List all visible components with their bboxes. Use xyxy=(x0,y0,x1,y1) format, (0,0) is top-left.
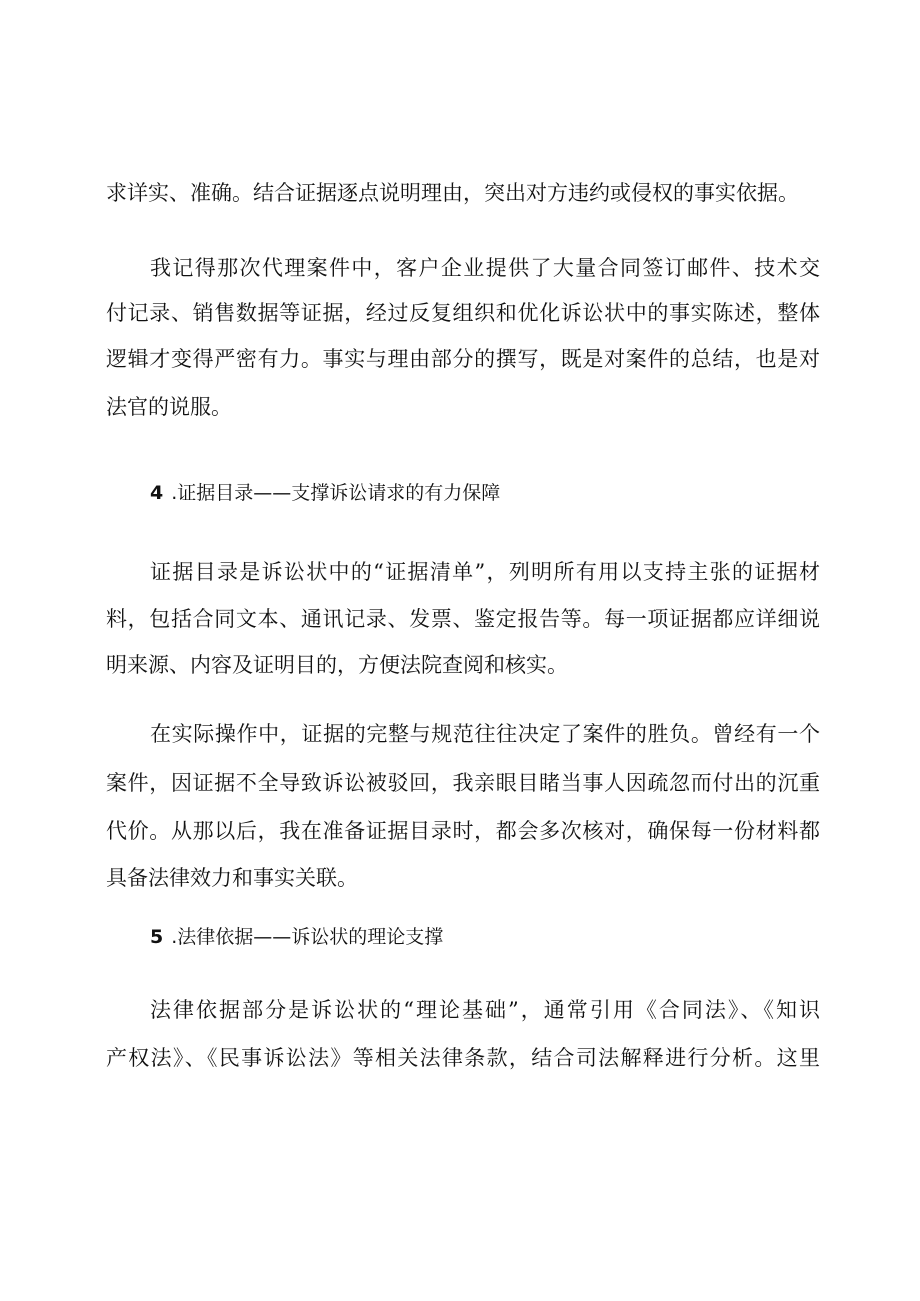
paragraph-line: 明来源、内容及证明目的，方便法院查阅和核实。 xyxy=(106,653,568,677)
paragraph-line: 法律依据部分是诉讼状的“理论基础”，通常引用《合同法》、《知识 xyxy=(150,998,820,1022)
paragraph-line: 具备法律效力和事实关联。 xyxy=(106,866,358,890)
paragraph-line: 产权法》、《民事诉讼法》等相关法律条款，结合司法解释进行分析。这里 xyxy=(106,1046,820,1070)
paragraph-line: 逻辑才变得严密有力。事实与理由部分的撰写，既是对案件的总结，也是对 xyxy=(106,347,820,371)
paragraph-line: 代价。从那以后，我在准备证据目录时，都会多次核对，确保每一份材料都 xyxy=(106,819,820,843)
section-heading-5 xyxy=(150,922,443,952)
paragraph-line: 料，包括合同文本、通讯记录、发票、鉴定报告等。每一项证据都应详细说 xyxy=(106,607,820,631)
section-title: .证据目录——支撑诉讼请求的有力保障 xyxy=(171,482,501,504)
section-title: .法律依据——诉讼状的理论支撑 xyxy=(171,926,444,948)
section-number: 5 xyxy=(150,926,164,948)
paragraph-line: 我记得那次代理案件中，客户企业提供了大量合同签订邮件、技术交 xyxy=(150,256,820,280)
paragraph-line: 求详实、准确。结合证据逐点说明理由，突出对方违约或侵权的事实依据。 xyxy=(106,181,799,205)
paragraph-line: 证据目录是诉讼状中的“证据清单”，列明所有用以支持主张的证据材 xyxy=(150,560,820,584)
section-heading-4 xyxy=(150,478,500,508)
paragraph-line: 案件，因证据不全导致诉讼被驳回，我亲眼目睹当事人因疏忽而付出的沉重 xyxy=(106,771,820,795)
paragraph-line: 付记录、销售数据等证据，经过反复组织和优化诉讼状中的事实陈述，整体 xyxy=(106,301,820,325)
paragraph-line: 法官的说服。 xyxy=(106,395,232,419)
section-number: 4 xyxy=(150,482,164,504)
paragraph-line: 在实际操作中，证据的完整与规范往往决定了案件的胜负。曾经有一个 xyxy=(150,722,820,746)
